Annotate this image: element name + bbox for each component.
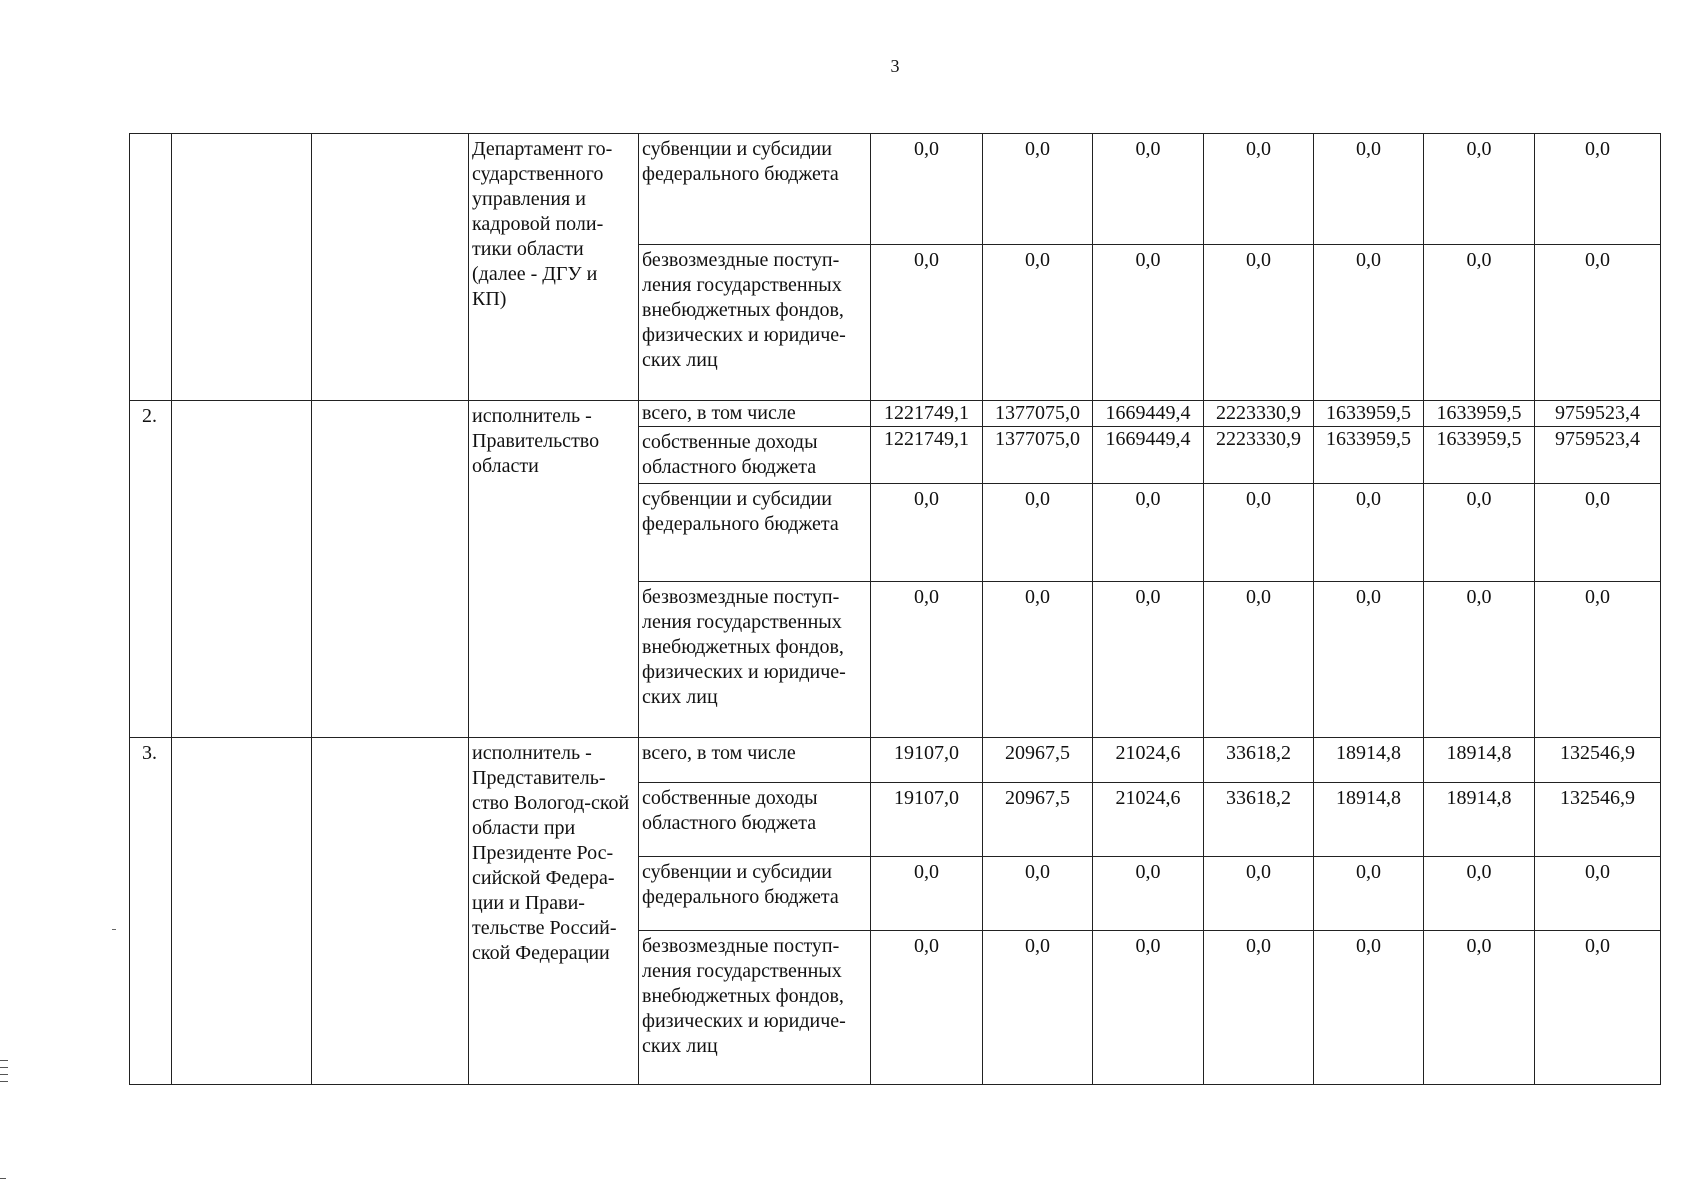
value-cell: 132546,9 (1535, 783, 1661, 857)
value-cell: 0,0 (1314, 931, 1424, 1085)
value-cell: 0,0 (983, 931, 1093, 1085)
funding-source-cell: безвозмездные поступ-ления государственных внебюджетных фондов, физических и юридиче-ских лиц (639, 245, 871, 401)
value-cell: 0,0 (1535, 484, 1661, 582)
value-cell: 0,0 (1424, 134, 1535, 245)
value-cell: 0,0 (1535, 245, 1661, 401)
value-cell: 0,0 (983, 484, 1093, 582)
funding-source-cell: безвозмездные поступ-ления государственных внебюджетных фондов, физических и юридиче-ских лиц (639, 582, 871, 738)
binding-marks (0, 1060, 8, 1088)
scan-artifact (112, 929, 116, 930)
value-cell: 0,0 (1424, 245, 1535, 401)
value-cell: 19107,0 (871, 783, 983, 857)
value-cell: 0,0 (1093, 134, 1204, 245)
funding-source-cell: субвенции и субсидии федерального бюджета (639, 857, 871, 931)
row-number-cell: 3. (130, 738, 172, 1085)
value-cell: 18914,8 (1424, 738, 1535, 783)
value-cell: 0,0 (1314, 484, 1424, 582)
value-cell: 0,0 (1314, 582, 1424, 738)
value-cell: 0,0 (1204, 931, 1314, 1085)
budget-table (129, 133, 1661, 1085)
funding-source-cell: собственные доходы областного бюджета (639, 427, 871, 484)
value-cell: 0,0 (1204, 134, 1314, 245)
value-cell: 1633959,5 (1314, 427, 1424, 484)
empty-cell (172, 738, 312, 1085)
value-cell: 1633959,5 (1314, 401, 1424, 427)
value-cell: 0,0 (1093, 931, 1204, 1085)
value-cell: 0,0 (1204, 484, 1314, 582)
value-cell: 9759523,4 (1535, 427, 1661, 484)
executor-cell: Департамент го-сударственного управления и кадровой поли-тики области (далее - ДГУ и КП) (469, 134, 639, 401)
value-cell: 20967,5 (983, 738, 1093, 783)
value-cell: 0,0 (1093, 484, 1204, 582)
value-cell: 1669449,4 (1093, 401, 1204, 427)
value-cell: 0,0 (871, 484, 983, 582)
binding-mark (0, 1067, 8, 1068)
value-cell: 0,0 (1424, 931, 1535, 1085)
executor-cell: исполнитель - Правительство области (469, 401, 639, 738)
funding-source-cell: безвозмездные поступ-ления государственных внебюджетных фондов, физических и юридиче-ских лиц (639, 931, 871, 1085)
value-cell: 0,0 (1424, 484, 1535, 582)
value-cell: 0,0 (1535, 857, 1661, 931)
value-cell: 0,0 (983, 134, 1093, 245)
binding-mark (0, 1074, 8, 1075)
value-cell: 1633959,5 (1424, 427, 1535, 484)
value-cell: 0,0 (983, 857, 1093, 931)
value-cell: 0,0 (1314, 245, 1424, 401)
executor-cell: исполнитель - Представитель-ство Вологод-ской области при Президенте Рос-сийской Федера-ции и Прави-тельстве Россий-ской Федерации (469, 738, 639, 1085)
funding-source-cell: всего, в том числе (639, 738, 871, 783)
value-cell: 0,0 (1535, 931, 1661, 1085)
value-cell: 1377075,0 (983, 401, 1093, 427)
empty-cell (172, 401, 312, 738)
value-cell: 33618,2 (1204, 783, 1314, 857)
empty-cell (312, 401, 469, 738)
value-cell: 0,0 (1424, 857, 1535, 931)
value-cell: 0,0 (871, 245, 983, 401)
value-cell: 2223330,9 (1204, 401, 1314, 427)
value-cell: 1377075,0 (983, 427, 1093, 484)
value-cell: 18914,8 (1314, 738, 1424, 783)
binding-mark (0, 1081, 8, 1082)
value-cell: 1669449,4 (1093, 427, 1204, 484)
value-cell: 132546,9 (1535, 738, 1661, 783)
table-row (130, 401, 1661, 427)
value-cell: 0,0 (1204, 245, 1314, 401)
value-cell: 0,0 (1093, 857, 1204, 931)
page-number: 3 (890, 56, 900, 76)
value-cell: 1633959,5 (1424, 401, 1535, 427)
value-cell: 0,0 (871, 134, 983, 245)
binding-mark (0, 1060, 8, 1061)
value-cell: 0,0 (1093, 582, 1204, 738)
row-number-cell (130, 134, 172, 401)
value-cell: 1221749,1 (871, 427, 983, 484)
scan-artifact (0, 1178, 6, 1179)
table-row (130, 738, 1661, 783)
value-cell: 18914,8 (1424, 783, 1535, 857)
table-row (130, 134, 1661, 245)
value-cell: 19107,0 (871, 738, 983, 783)
row-number-cell: 2. (130, 401, 172, 738)
value-cell: 0,0 (871, 931, 983, 1085)
value-cell: 0,0 (1204, 582, 1314, 738)
value-cell: 2223330,9 (1204, 427, 1314, 484)
value-cell: 0,0 (1314, 134, 1424, 245)
value-cell: 0,0 (983, 582, 1093, 738)
value-cell: 21024,6 (1093, 738, 1204, 783)
value-cell: 0,0 (983, 245, 1093, 401)
value-cell: 0,0 (1204, 857, 1314, 931)
value-cell: 0,0 (1424, 582, 1535, 738)
value-cell: 1221749,1 (871, 401, 983, 427)
value-cell: 0,0 (1314, 857, 1424, 931)
value-cell: 0,0 (1535, 134, 1661, 245)
empty-cell (312, 134, 469, 401)
empty-cell (312, 738, 469, 1085)
value-cell: 18914,8 (1314, 783, 1424, 857)
value-cell: 0,0 (871, 857, 983, 931)
value-cell: 21024,6 (1093, 783, 1204, 857)
value-cell: 0,0 (1535, 582, 1661, 738)
funding-source-cell: субвенции и субсидии федерального бюджета (639, 484, 871, 582)
value-cell: 0,0 (871, 582, 983, 738)
value-cell: 0,0 (1093, 245, 1204, 401)
value-cell: 9759523,4 (1535, 401, 1661, 427)
funding-source-cell: всего, в том числе (639, 401, 871, 427)
funding-source-cell: собственные доходы областного бюджета (639, 783, 871, 857)
value-cell: 33618,2 (1204, 738, 1314, 783)
value-cell: 20967,5 (983, 783, 1093, 857)
funding-source-cell: субвенции и субсидии федерального бюджета (639, 134, 871, 245)
empty-cell (172, 134, 312, 401)
